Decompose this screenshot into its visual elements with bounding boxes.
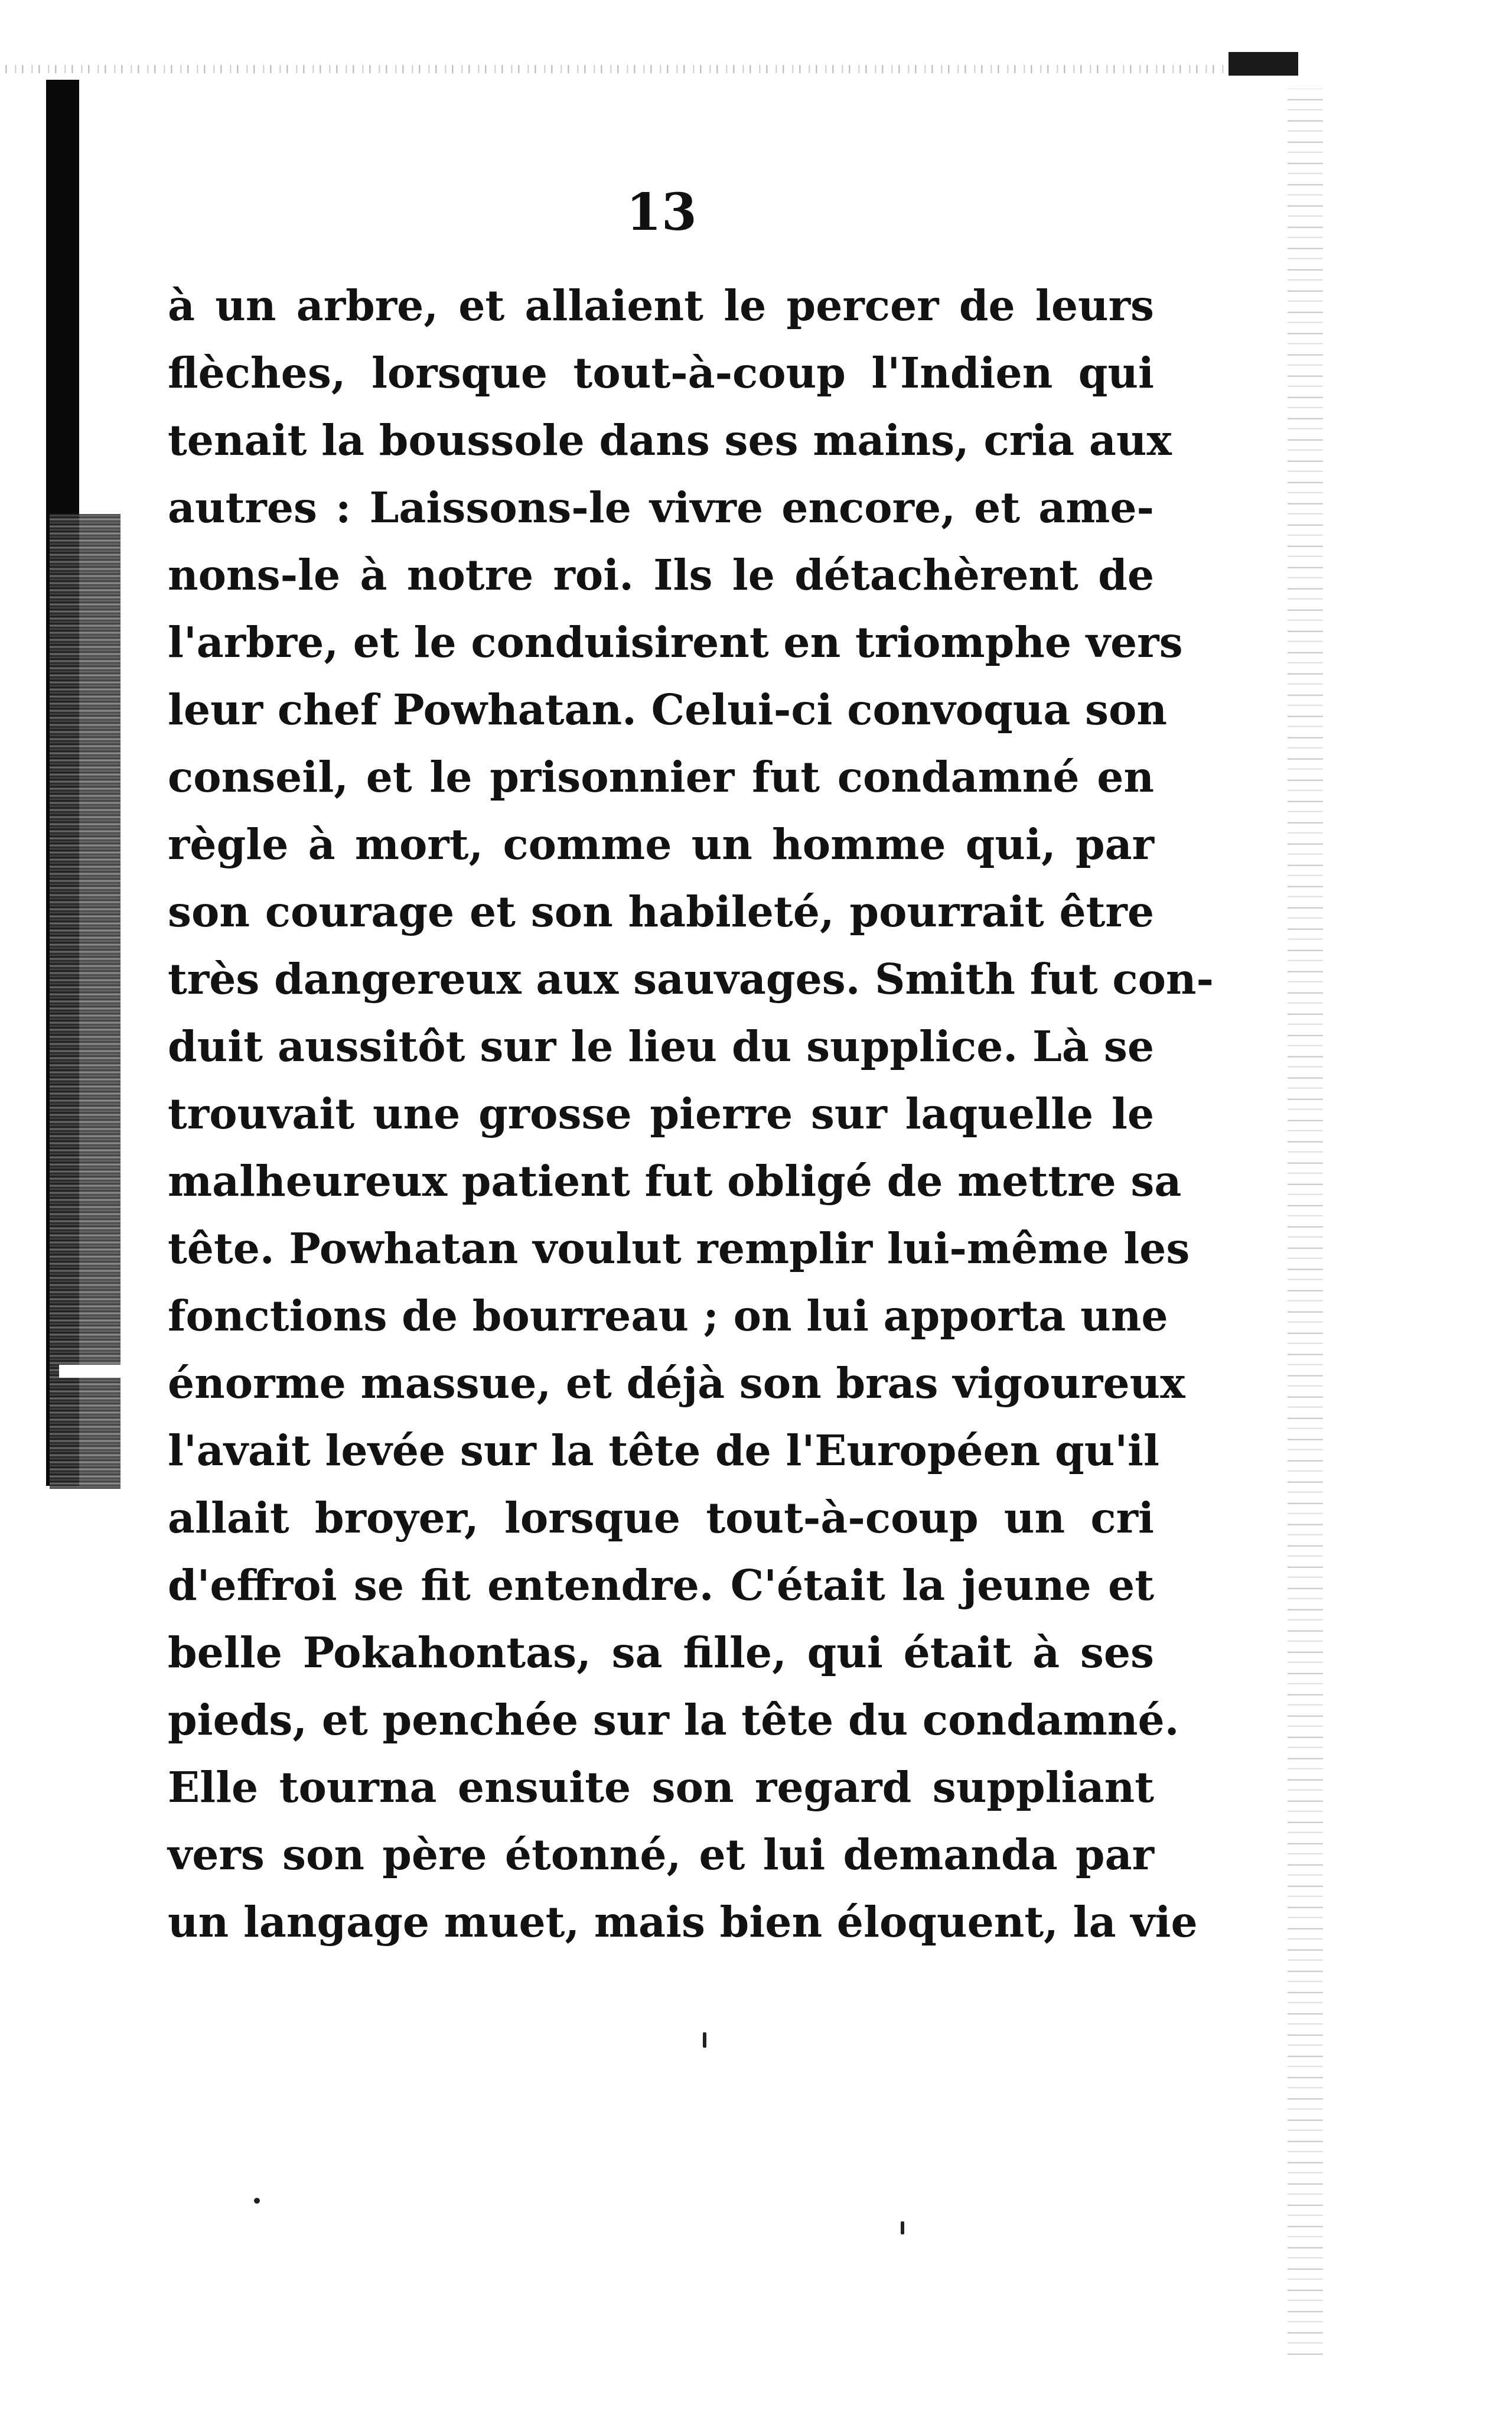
text-line: trouvait une grosse pierre sur laquelle le: [168, 1089, 1154, 1138]
text-line: belle Pokahontas, sa fille, qui était à ses: [168, 1628, 1154, 1677]
scan-speck: [901, 2221, 904, 2234]
text-line: allait broyer, lorsque tout-à-coup un cri: [168, 1493, 1154, 1543]
text-line: flèches, lorsque tout-à-coup l'Indien qui: [168, 348, 1154, 398]
text-line: fonctions de bourreau ; on lui apporta une: [168, 1291, 1168, 1341]
text-line: malheureux patient fut obligé de mettre sa: [168, 1156, 1182, 1206]
text-line: conseil, et le prisonnier fut condamné en: [168, 752, 1154, 802]
text-line: très dangereux aux sauvages. Smith fut con-: [168, 954, 1214, 1004]
text-line: vers son père étonné, et lui demanda par: [168, 1830, 1154, 1879]
text-line: l'avait levée sur la tête de l'Européen qu'il: [168, 1426, 1160, 1475]
text-line: tête. Powhatan voulut remplir lui-même les: [168, 1224, 1190, 1273]
binding-scan-shadow: [50, 514, 120, 1489]
text-line: pieds, et penchée sur la tête du condamné.: [168, 1695, 1179, 1745]
text-line: énorme massue, et déjà son bras vigoureux: [168, 1358, 1185, 1408]
text-line: règle à mort, comme un homme qui, par: [168, 819, 1154, 869]
text-line: tenait la boussole dans ses mains, cria aux: [168, 415, 1172, 465]
page-top-edge: [0, 65, 1299, 73]
page-corner-shadow: [1228, 52, 1298, 76]
text-line: duit aussitôt sur le lieu du supplice. Là se: [168, 1021, 1154, 1071]
text-line: un langage muet, mais bien éloquent, la vie: [168, 1897, 1198, 1947]
text-line: autres : Laissons-le vivre encore, et ame-: [168, 483, 1154, 532]
text-line: Elle tourna ensuite son regard suppliant: [168, 1762, 1154, 1812]
text-line: nons-le à notre roi. Ils le détachèrent de: [168, 550, 1154, 600]
text-line: son courage et son habileté, pourrait être: [168, 887, 1154, 936]
text-line: leur chef Powhatan. Celui-ci convoqua son: [168, 685, 1168, 734]
text-line: à un arbre, et allaient le percer de leurs: [168, 281, 1154, 330]
body-text: [168, 272, 1214, 1956]
binding-gap: [59, 1365, 124, 1378]
text-line: l'arbre, et le conduisirent en triomphe vers: [168, 617, 1183, 667]
page-number: 13: [626, 183, 697, 242]
text-line: d'effroi se fit entendre. C'était la jeune et: [168, 1560, 1154, 1610]
page-right-edge: [1288, 89, 1323, 2363]
scan-speck: [254, 2198, 260, 2204]
scan-speck: [703, 2032, 706, 2048]
